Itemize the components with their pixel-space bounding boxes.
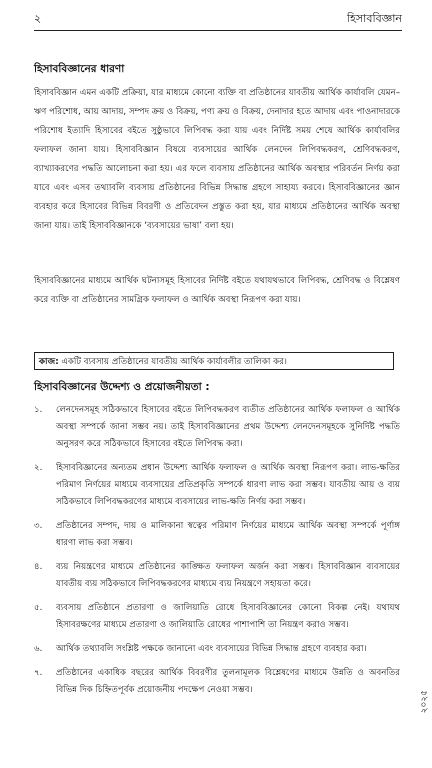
item-number: ৪. [34,562,43,572]
item-text: ব্যবসায় প্রতিষ্ঠানে প্রতারণা ও জালিয়াতি রোধে হিসাববিজ্ঞানের কোনো বিকল্প নেই। যথাযথ হিসাবরক্ষণের মাধ্যমে প্রতারণা ও জালিয়াতি রোধের পাশাপাশি তা নিয়ন্ত্রণ করাও সম্ভব। [56,603,400,630]
list-item [34,460,400,511]
item-number: ১. [34,405,43,415]
header-rule [34,30,402,31]
item-number: ২. [34,463,43,473]
item-text: আর্থিক তথ্যাবলি সংশ্লিষ্ট পক্ষকে জানানো এবং ব্যবসায়ের বিভিন্ন সিদ্ধান্ত গ্রহণে ব্যবহার করা। [56,644,367,654]
item-text: প্রতিষ্ঠানের সম্পদ, দায় ও মালিকানা স্বত্বের পরিমাণ নির্ণয়ের মাধ্যমে আর্থিক অবস্থা সম্পর্কে পূর্ণাঙ্গ ধারণা লাভ করা সম্ভব। [56,521,400,548]
running-title: হিসাববিজ্ঞান [346,12,402,25]
item-number: ৫. [34,603,43,613]
list-item [34,518,400,552]
list-item [34,665,400,699]
task-box [34,352,394,370]
item-number: ৭. [34,668,43,678]
page-number: ২ [34,12,42,25]
objectives-list [34,402,400,706]
item-text: লেনদেনসমূহ সঠিকভাবে হিসাবের বইতে লিপিবদ্ধকরণ ব্যতীত প্রতিষ্ঠানের আর্থিক ফলাফল ও আর্থিক অবস্থা সম্পর্কে জানা সম্ভব নয়। তাই হিসাববিজ্ঞানের প্রথম উদ্দেশ্য লেনদেনসমূহকে সুনির্দিষ্ট পদ্ধতি অনুসরণ করে সঠিকভাবে হিসাবের বইতে লিপিবদ্ধ করা। [56,405,400,449]
item-number: ৬. [34,644,43,654]
concept-paragraph-2: হিসাববিজ্ঞানের মাধ্যমে আর্থিক ঘটনাসমূহ হিসাবের নির্দিষ্ট বইতে যথাযথভাবে লিপিবদ্ধ, শ্রেণিবদ্ধ ও বিশ্লেষণ করে ব্যক্তি বা প্রতিষ্ঠানের সামগ্রিক ফলাফল ও আর্থিক অবস্থা নিরূপণ করা যায়। [34,276,400,305]
list-item [34,559,400,593]
item-number: ৩. [34,521,43,531]
section-heading-concept: হিসাববিজ্ঞানের ধারণা [34,63,125,75]
item-text: ব্যয় নিয়ন্ত্রণের মাধ্যমে প্রতিষ্ঠানের কাঙ্ক্ষিত ফলাফল অর্জন করা সম্ভব। হিসাববিজ্ঞান ব্যবসায়ের যাবতীয় ব্যয় সঠিকভাবে লিপিবদ্ধকরণের মাধ্যমে ব্যয় নিয়ন্ত্রণে সহায়তা করে। [56,562,400,589]
side-number: ২০২৫ [419,690,429,714]
list-item [34,641,400,658]
section-heading-objectives: হিসাববিজ্ঞানের উদ্দেশ্য ও প্রয়োজনীয়তা : [34,381,210,393]
list-item [34,402,400,453]
item-text: হিসাববিজ্ঞানের অন্যতম প্রধান উদ্দেশ্য আর্থিক ফলাফল ও আর্থিক অবস্থা নিরূপণ করা। লাভ-ক্ষতির পরিমাণ নির্ণয়ের মাধ্যমে ব্যবসায়ের প্রতিপ্রকৃতি সম্পর্কে ধারণা লাভ করা সম্ভব। যাবতীয় আয় ও ব্যয় সঠিকভাবে লিপিবদ্ধকরণের মাধ্যমে ব্যবসায়ের লাভ-ক্ষতি নির্ণয় করা সম্ভব। [56,463,400,507]
list-item [34,600,400,634]
task-label: কাজ: [39,357,59,367]
page-header [34,10,402,28]
concept-paragraph-1: হিসাববিজ্ঞান এমন একটি প্রক্রিয়া, যার মাধ্যমে কোনো ব্যক্তি বা প্রতিষ্ঠানের যাবতীয় আর্থিক কার্যাবলি যেমন– ঋণ পরিশোধ, আয় আদায়, সম্পদ ক্রয় ও বিক্রয়, পণ্য ক্রয় ও বিক্রয়, দেনাদার হতে আদায় এবং পাওনাদারকে পরিশোধ ইত্যাদি হিসাবের বইতে সুষ্ঠুভাবে লিপিবদ্ধ করা যায় এবং নির্দিষ্ট সময় শেষে আর্থিক কার্যাবলির ফলাফল জানা যায়। হিসাববিজ্ঞান বিষয়ে ব্যবসায়ের আর্থিক লেনদেন লিপিবদ্ধকরণ, শ্রেণিবদ্ধকরণ, ব্যাখ্যাকরণের পদ্ধতি আলোচনা করা হয়। এর ফলে ব্যবসায় প্রতিষ্ঠানের আর্থিক অবস্থার পরিবর্তন নির্ণয় করা যাবে এবং এসব তথ্যাবলি ব্যবসায় প্রতিষ্ঠানের বিভিন্ন সিদ্ধান্ত গ্রহণে সাহায্য করবে। হিসাববিজ্ঞানের জ্ঞান ব্যবহার করে হিসাবের বিভিন্ন বিবরণী ও প্রতিবেদন প্রস্তুত করা হয়, যার মাধ্যমে প্রতিষ্ঠানের আর্থিক অবস্থা জানা যায়। তাই হিসাববিজ্ঞানকে ‘ব্যবসায়ের ভাষা’ বলা হয়। [34,88,400,231]
task-text: একটি ব্যবসায় প্রতিষ্ঠানের যাবতীয় আর্থিক কার্যাবলীর তালিকা কর। [58,357,287,367]
item-text: প্রতিষ্ঠানের একাধিক বছরের আর্থিক বিবরণীর তুলনামূলক বিশ্লেষণের মাধ্যমে উন্নতি ও অবনতির বিভিন্ন দিক চিহ্নিতপূর্বক প্রয়োজনীয় পদক্ষেপ নেওয়া সম্ভব। [56,668,400,695]
